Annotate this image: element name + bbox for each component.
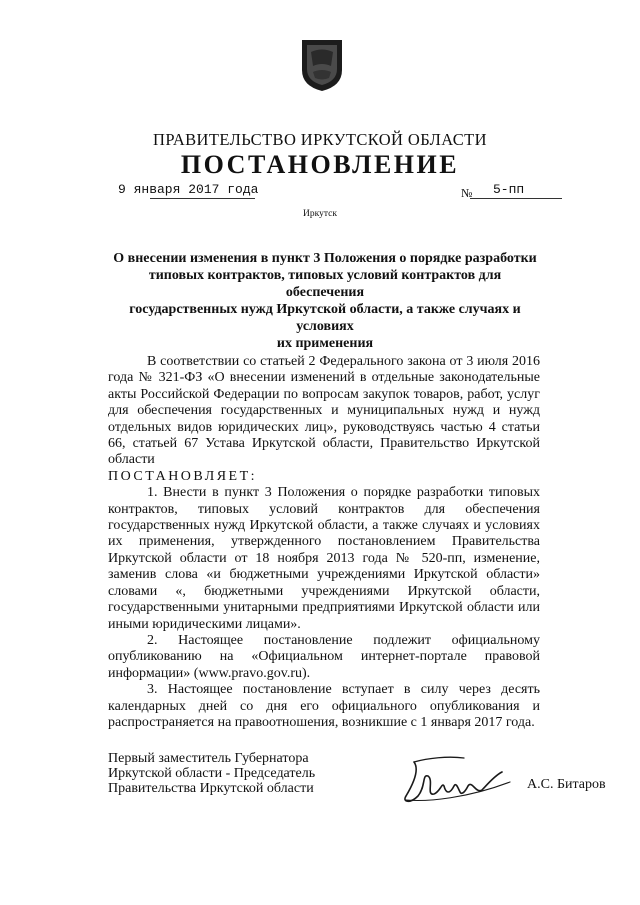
position-line: Иркутской области - Председатель <box>108 766 316 781</box>
document-title <box>112 250 538 352</box>
resolution-heading: ПОСТАНОВЛЯЕТ: <box>108 468 258 484</box>
title-line: их применения <box>276 336 374 351</box>
organization-name: ПРАВИТЕЛЬСТВО ИРКУТСКОЙ ОБЛАСТИ <box>153 130 487 149</box>
item-3-paragraph: 3. Настоящее постановление вступает в силу через десять календарных дней со дня его официального опубликования и распространяется на правоотношения, возникшие с 1 января 2017 года. <box>108 682 540 730</box>
document-type: ПОСТАНОВЛЕНИЕ <box>180 150 460 179</box>
document-number: 5-пп <box>493 182 525 197</box>
document-date: 9 января 2017 года <box>118 182 259 197</box>
handwritten-signature <box>398 752 516 808</box>
title-line: типовых контрактов, типовых условий контрактов для обеспечения <box>148 268 502 300</box>
coat-of-arms-icon <box>300 36 344 92</box>
signatory-position <box>108 751 315 796</box>
title-line: государственных нужд Иркутской области, а также случаях и условиях <box>129 302 521 334</box>
position-line: Первый заместитель Губернатора <box>108 751 309 766</box>
item-2-paragraph: 2. Настоящее постановление подлежит официальному опубликованию на «Официальном интернет-портале правовой информации» (www.pravo.gov.ru). <box>108 632 540 681</box>
document-city: Иркутск <box>303 209 337 219</box>
title-line: О внесении изменения в пункт 3 Положения о порядке разработки <box>113 251 537 266</box>
signatory-name: А.С. Битаров <box>527 777 606 792</box>
date-underline <box>150 198 255 199</box>
position-line: Правительства Иркутской области <box>108 781 314 796</box>
preamble-paragraph: В соответствии со статьей 2 Федерального закона от 3 июля 2016 года № 321-ФЗ «О внесении изменений в отдельные законодательные акты Российской Федерации по вопросам закупок товаров, работ, услуг для обеспечения государственных и муниципальных нужд и нужд отдельных видов юридических лиц», руководствуясь частью 4 статьи 66, статьей 67 Устава Иркутской области, Правительство Иркутской области <box>108 354 540 468</box>
number-sign: № <box>461 186 473 200</box>
document-body <box>108 354 540 731</box>
item-1-paragraph: 1. Внести в пункт 3 Положения о порядке разработки типовых контрактов, типовых условий контрактов для обеспечения государственных нужд Иркутской области, а также случаях и условиях их применения, утвержденного постановлением Правительства Иркутской области от 18 ноября 2013 года № 520-пп, изменение, заменив слова «и бюджетными учреждениями Иркутской области» словами «, бюджетными учреждениями Иркутской области, государственными унитарными предприятиями Иркутской области или иными юридическими лицами». <box>108 485 540 632</box>
number-underline <box>470 198 562 199</box>
